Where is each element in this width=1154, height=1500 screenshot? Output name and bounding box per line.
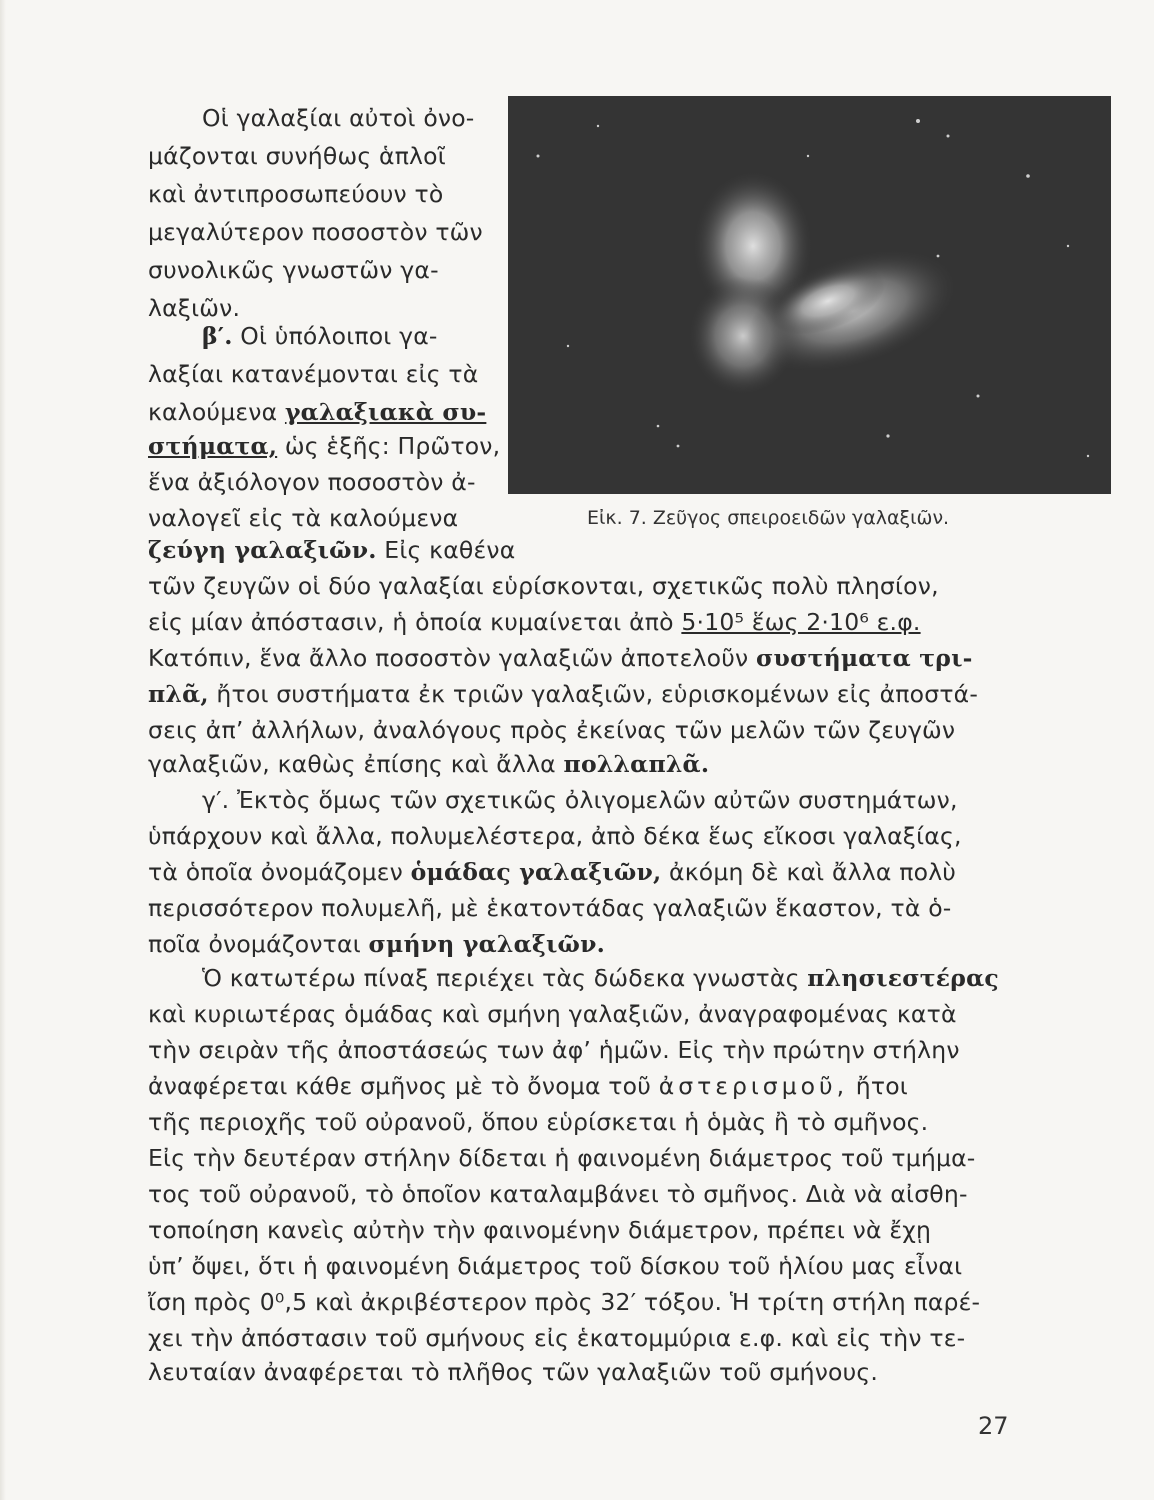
text-line: τὴν σειρὰν τῆς ἀποστάσεώς των ἀφ’ ἡμῶν. Εἰς τὴν πρώτην στήλην	[148, 1036, 960, 1064]
text-line: γ′. Ἐκτὸς ὅμως τῶν σχετικῶς ὀλιγομελῶν αὐτῶν συστημάτων,	[202, 786, 958, 814]
text-line: ναλογεῖ εἰς τὰ καλούμενα	[148, 504, 459, 532]
text-line: πλᾶ, ἤτοι συστήματα ἐκ τριῶν γαλαξιῶν, εὑρισκομένων εἰς ἀποστά-	[148, 680, 979, 708]
text-line: τος τοῦ οὐρανοῦ, τὸ ὁποῖον καταλαμβάνει τὸ σμῆνος. Διὰ νὰ αἰσθη-	[148, 1180, 968, 1208]
text-line: μάζονται συνήθως ἁπλοῖ	[148, 142, 446, 170]
text-line: Οἱ γαλαξίαι αὐτοὶ ὀνο-	[202, 104, 475, 132]
figure-caption: Εἰκ. 7. Ζεῦγος σπειροειδῶν γαλαξιῶν.	[587, 507, 950, 529]
text-line: ἕνα ἀξιόλογον ποσοστὸν ἀ-	[148, 468, 476, 496]
text-line: τῆς περιοχῆς τοῦ οὐρανοῦ, ὅπου εὑρίσκεται ἡ ὁμὰς ἢ τὸ σμῆνος.	[148, 1108, 929, 1136]
text-line: ποῖα ὀνομάζονται σμήνη γαλαξιῶν.	[148, 930, 606, 958]
text-line: β′. Οἱ ὑπόλοιποι γα-	[202, 322, 438, 350]
text-line: στήματα, ὡς ἑξῆς: Πρῶτον,	[148, 432, 501, 460]
text-line: Εἰς τὴν δευτέραν στήλην δίδεται ἡ φαινομένη διάμετρος τοῦ τμήμα-	[148, 1144, 976, 1172]
text-line: ὑπ’ ὄψει, ὅτι ἡ φαινομένη διάμετρος τοῦ δίσκου τοῦ ἡλίου μας εἶναι	[148, 1252, 963, 1280]
text-line: συνολικῶς γνωστῶν γα-	[148, 256, 439, 284]
text-line: λαξιῶν.	[148, 294, 241, 322]
text-line: περισσότερον πολυμελῆ, μὲ ἑκατοντάδας γαλαξιῶν ἕκαστον, τὰ ὁ-	[148, 894, 952, 922]
text-line: ὑπάρχουν καὶ ἄλλα, πολυμελέστερα, ἀπὸ δέκα ἕως εἴκοσι γαλαξίας,	[148, 822, 962, 850]
text-line: μεγαλύτερον ποσοστὸν τῶν	[148, 218, 483, 246]
text-line: ζεύγη γαλαξιῶν. Εἰς καθένα	[148, 536, 516, 564]
text-line: Κατόπιν, ἕνα ἄλλο ποσοστὸν γαλαξιῶν ἀποτελοῦν συστήματα τρι-	[148, 644, 973, 672]
text-line: τοποίηση κανεὶς αὐτὴν τὴν φαινομένην διάμετρον, πρέπει νὰ ἔχῃ	[148, 1216, 932, 1244]
text-line: καὶ ἀντιπροσωπεύουν τὸ	[148, 180, 444, 208]
text-line: καὶ κυριωτέρας ὁμάδας καὶ σμήνη γαλαξιῶν, ἀναγραφομένας κατὰ	[148, 1000, 957, 1028]
text-line: ἀναφέρεται κάθε σμῆνος μὲ τὸ ὄνομα τοῦ ἀστερισμοῦ, ἤτοι	[148, 1072, 908, 1100]
page-edge	[0, 0, 6, 1500]
text-line: τῶν ζευγῶν οἱ δύο γαλαξίαι εὑρίσκονται, σχετικῶς πολὺ πλησίον,	[148, 572, 939, 600]
text-line: λευταίαν ἀναφέρεται τὸ πλῆθος τῶν γαλαξιῶν τοῦ σμήνους.	[148, 1358, 879, 1386]
text-line: ἴση πρὸς 0⁰,5 καὶ ἀκριβέστερον πρὸς 32′ τόξου. Ἡ τρίτη στήλη παρέ-	[148, 1288, 981, 1316]
text-line: γαλαξιῶν, καθὼς ἐπίσης καὶ ἄλλα πολλαπλᾶ.	[148, 750, 710, 778]
text-line: λαξίαι κατανέμονται εἰς τὰ	[148, 360, 479, 388]
text-line: εἰς μίαν ἀπόστασιν, ἡ ὁποία κυμαίνεται ἀπὸ 5·10⁵ ἕως 2·10⁶ ε.φ.	[148, 608, 921, 636]
galaxy-pair-photo	[508, 96, 1111, 494]
page-number: 27	[978, 1412, 1009, 1440]
text-line: Ὁ κατωτέρω πίναξ περιέχει τὰς δώδεκα γνωστὰς πλησιεστέρας	[202, 964, 999, 992]
text-line: τὰ ὁποῖα ὀνομάζομεν ὁμάδας γαλαξιῶν, ἀκόμη δὲ καὶ ἄλλα πολὺ	[148, 858, 957, 886]
text-line: χει τὴν ἀπόστασιν τοῦ σμήνους εἰς ἑκατομμύρια ε.φ. καὶ εἰς τὴν τε-	[148, 1324, 966, 1352]
text-line: καλούμενα γαλαξιακὰ συ-	[148, 398, 487, 426]
text-line: σεις ἀπ’ ἀλλήλων, ἀναλόγους πρὸς ἐκείνας τῶν μελῶν τῶν ζευγῶν	[148, 716, 956, 744]
